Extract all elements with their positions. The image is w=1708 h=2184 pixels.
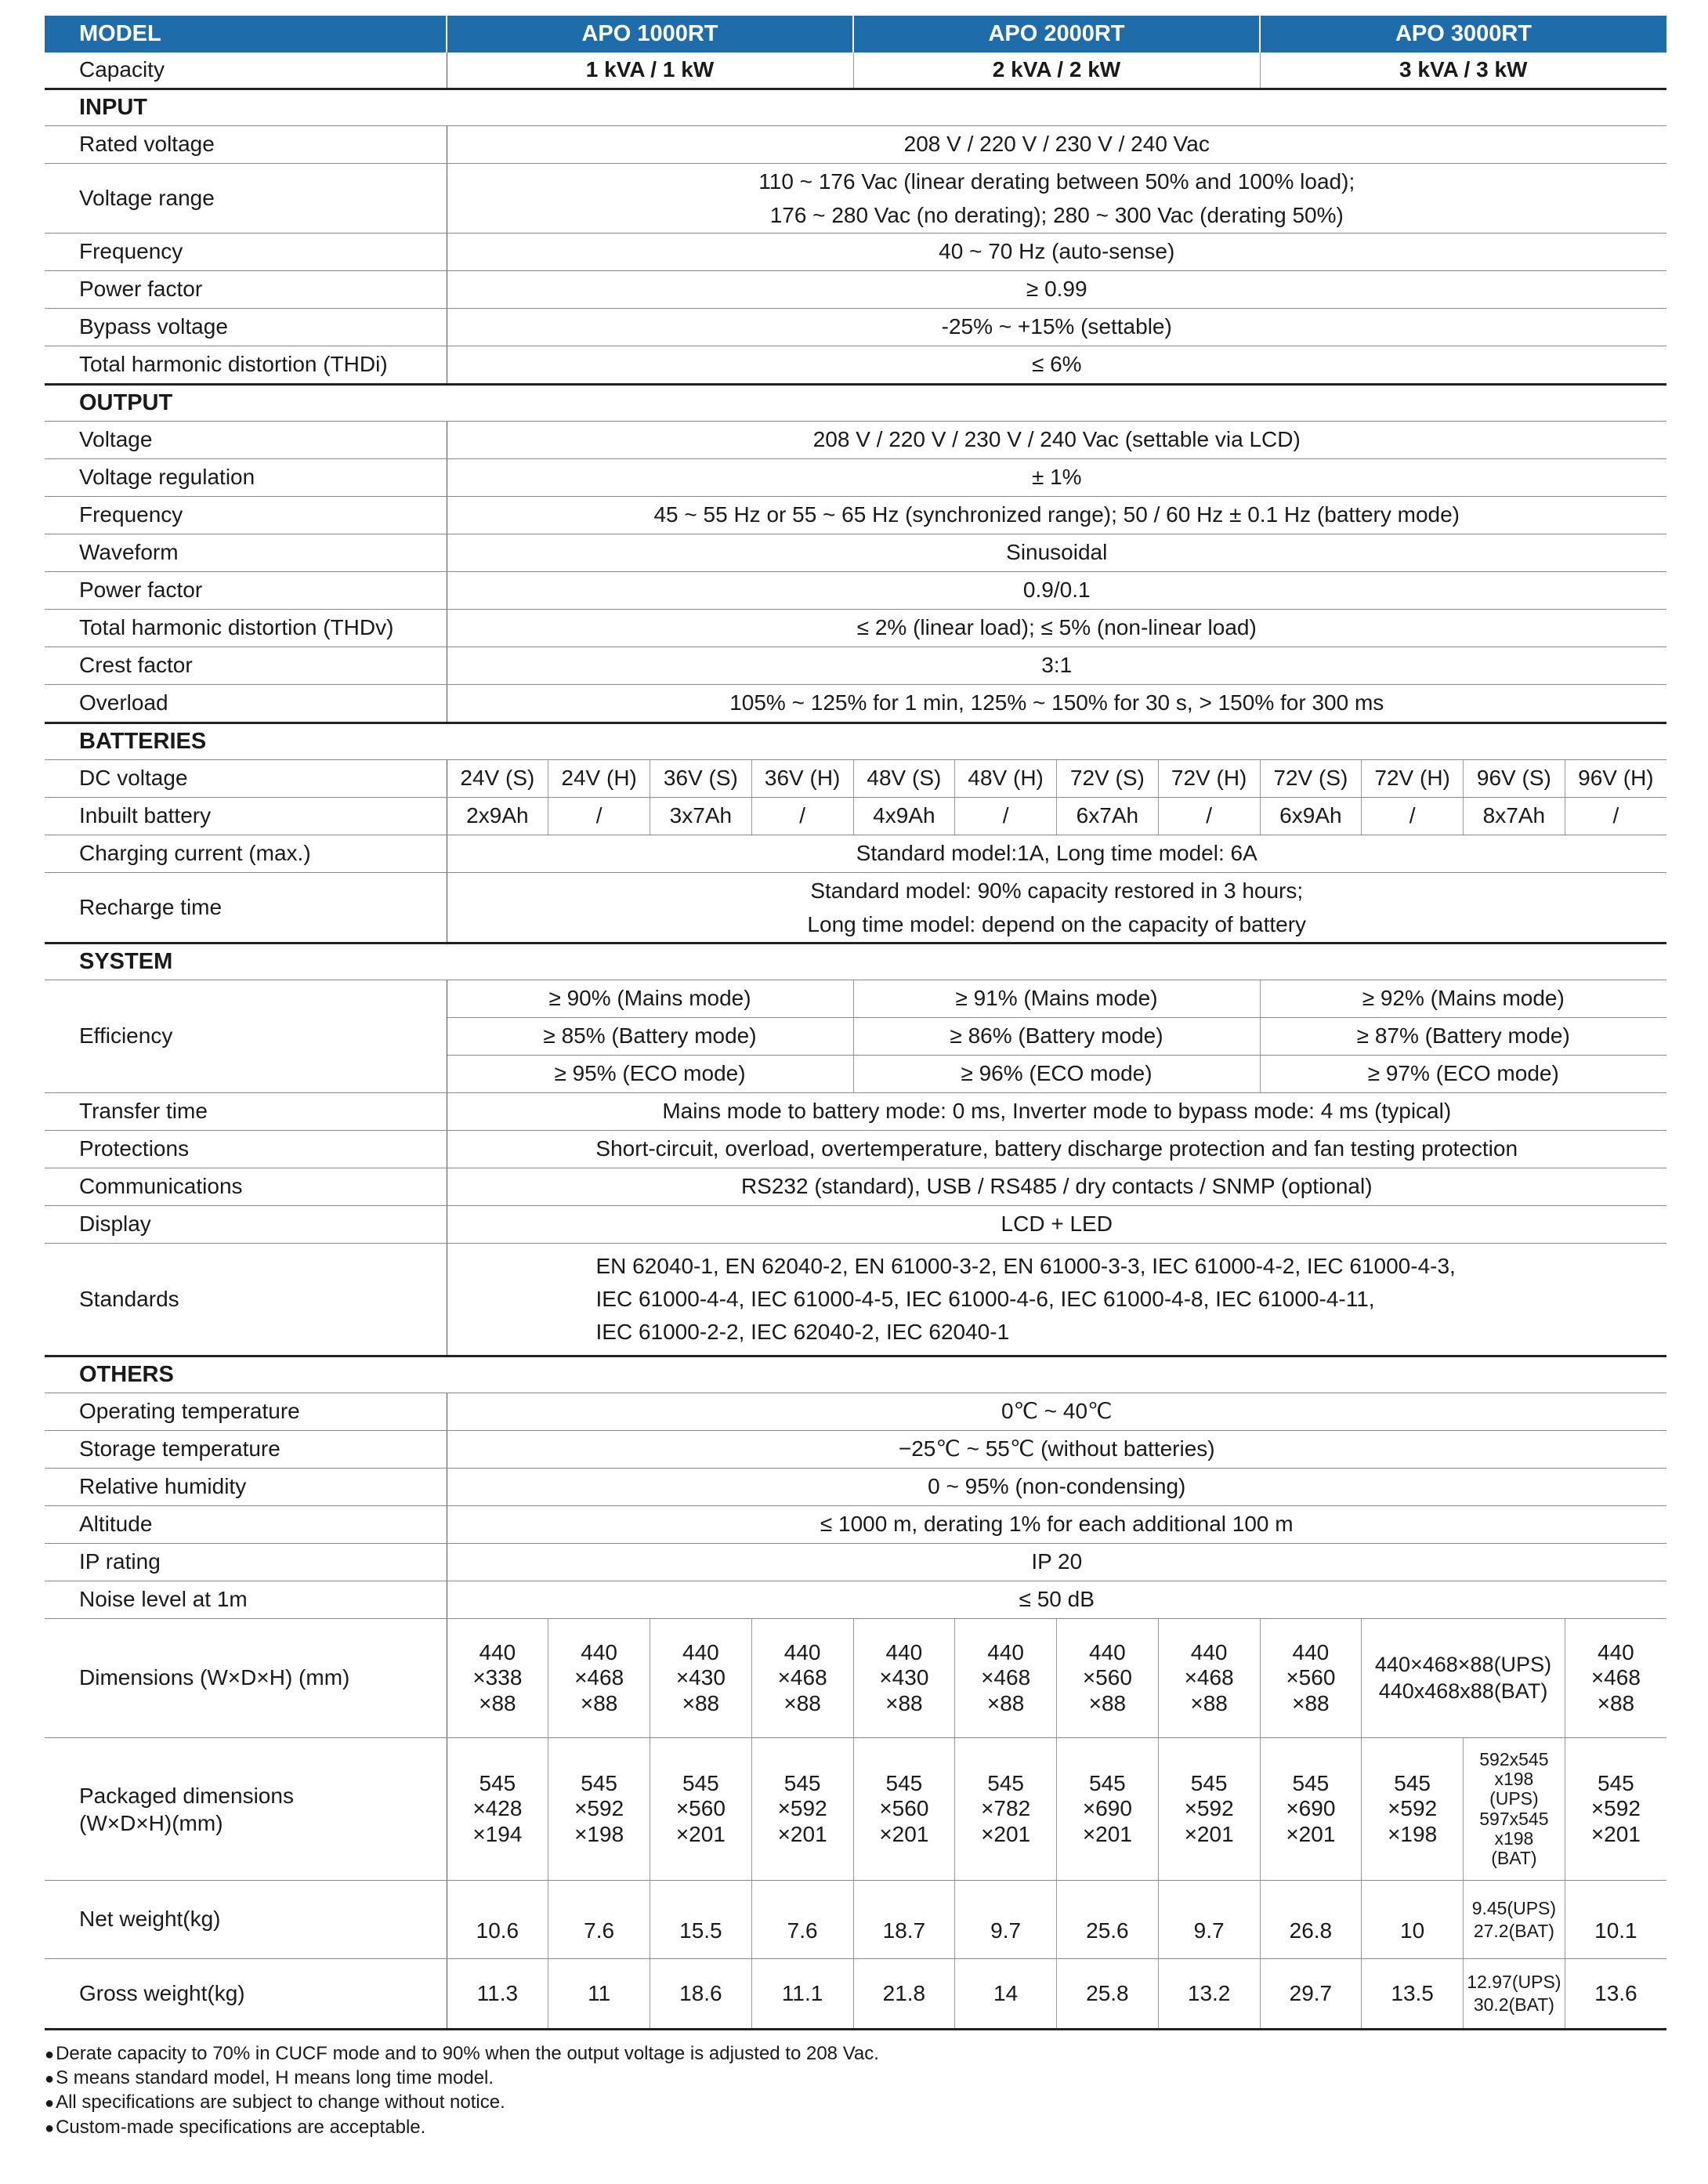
section-title: OTHERS (45, 1356, 1666, 1393)
footnotes (45, 2041, 1666, 2139)
cell-line: ×194 (472, 1821, 523, 1846)
row-label: Altitude (45, 1506, 447, 1544)
row-label: Bypass voltage (45, 309, 447, 346)
spec-row (45, 164, 1666, 234)
cell-line: ×88 (479, 1690, 516, 1715)
row-value: 45 ~ 55 Hz or 55 ~ 65 Hz (synchronized range); 50 / 60 Hz ± 0.1 Hz (battery mode) (447, 497, 1666, 534)
cell (1158, 1619, 1260, 1738)
cell-line: 440 (479, 1640, 516, 1665)
row-label: IP rating (45, 1544, 447, 1581)
cell: 6x7Ah (1057, 798, 1159, 835)
cell: 13.5 (1362, 1959, 1464, 2030)
cell: 3x7Ah (650, 798, 752, 835)
footnote (45, 2041, 1666, 2066)
row-value: 0 ~ 95% (non-condensing) (447, 1469, 1666, 1506)
cell: ≥ 90% (Mains mode) (447, 980, 853, 1018)
cell-line: 592x545 (1479, 1748, 1549, 1769)
row-label: Storage temperature (45, 1431, 447, 1469)
cell: / (955, 798, 1057, 835)
cell-line: ×201 (1590, 1821, 1641, 1846)
row-label: Inbuilt battery (45, 798, 447, 835)
spec-row (45, 1431, 1666, 1469)
cell: ≥ 85% (Battery mode) (447, 1018, 853, 1056)
cell-line: ×592 (777, 1796, 827, 1821)
cell (650, 1619, 752, 1738)
cell (1158, 1738, 1260, 1881)
cell: 72V (H) (1362, 760, 1464, 798)
value-line: Long time model: depend on the capacity of battery (807, 912, 1307, 936)
row-label: Standards (45, 1244, 447, 1356)
row-label: Net weight(kg) (45, 1881, 447, 1959)
cell-merged (1362, 1619, 1565, 1738)
label-line: Packaged dimensions (79, 1783, 294, 1808)
cell: ≥ 91% (Mains mode) (853, 980, 1260, 1018)
cell: 21.8 (853, 1959, 955, 2030)
spec-row (45, 346, 1666, 385)
dimensions-row (45, 1619, 1666, 1738)
cell: 96V (H) (1565, 760, 1666, 798)
cell-line: 545 (479, 1771, 516, 1796)
row-label: Voltage regulation (45, 459, 447, 497)
section-system (45, 944, 1666, 980)
row-value: Short-circuit, overload, overtemperature, battery discharge protection and fan testing protection (447, 1131, 1666, 1168)
efficiency-row (45, 980, 1666, 1018)
cell-line: 440 (1598, 1640, 1634, 1665)
cell-line: 440 (1089, 1640, 1126, 1665)
row-value: 40 ~ 70 Hz (auto-sense) (447, 234, 1666, 271)
packaged-row (45, 1738, 1666, 1881)
row-label: Noise level at 1m (45, 1581, 447, 1619)
row-value (447, 873, 1666, 944)
cell: 18.7 (853, 1881, 955, 1959)
row-value: 208 V / 220 V / 230 V / 240 Vac (settable via LCD) (447, 422, 1666, 459)
cell (1464, 1959, 1565, 2030)
cell (447, 1738, 548, 1881)
row-label: Display (45, 1206, 447, 1244)
cell-line: ×88 (1088, 1690, 1127, 1715)
row-value: -25% ~ +15% (settable) (447, 309, 1666, 346)
cell (955, 1738, 1057, 1881)
cell (955, 1619, 1057, 1738)
cell-line: 545 (1089, 1771, 1126, 1796)
model-label: MODEL (45, 16, 447, 53)
cell-line: ×560 (1286, 1665, 1336, 1690)
cell: 4x9Ah (853, 798, 955, 835)
cell: 24V (S) (447, 760, 548, 798)
cell: 14 (955, 1959, 1057, 2030)
cell (1057, 1738, 1159, 1881)
cell: / (1158, 798, 1260, 835)
cell-line: 30.2(BAT) (1473, 1994, 1554, 2015)
section-batteries (45, 723, 1666, 760)
cell-line: ×560 (879, 1796, 929, 1821)
cell: ≥ 92% (Mains mode) (1260, 980, 1666, 1018)
model-header-row (45, 16, 1666, 53)
cell-line: ×468 (981, 1665, 1031, 1690)
cell-line: 440 (987, 1640, 1024, 1665)
footnote-text: Derate capacity to 70% in CUCF mode and to 90% when the output voltage is adjusted to 208 Vac. (56, 2043, 879, 2064)
row-label: Transfer time (45, 1093, 447, 1131)
bullet-icon: ● (45, 2070, 55, 2088)
spec-row (45, 835, 1666, 873)
row-label: Power factor (45, 572, 447, 610)
footnote-text: All specifications are subject to change without notice. (56, 2092, 505, 2113)
capacity-value: 1 kVA / 1 kW (447, 53, 853, 89)
cell-line: ×201 (1082, 1821, 1132, 1846)
cell-line: ×338 (472, 1665, 523, 1690)
cell (1565, 1738, 1666, 1881)
cell-line: 545 (885, 1771, 923, 1796)
cell-line: 12.97(UPS) (1467, 1972, 1561, 1993)
cell-line: ×592 (1184, 1796, 1234, 1821)
spec-row (45, 1206, 1666, 1244)
cell: 18.6 (650, 1959, 752, 2030)
cell: 13.2 (1158, 1959, 1260, 2030)
cell-line: 545 (682, 1771, 719, 1796)
cell-line: ×201 (675, 1821, 726, 1846)
cell: 15.5 (650, 1881, 752, 1959)
row-label (45, 1738, 447, 1881)
spec-row (45, 1393, 1666, 1431)
spec-table (45, 16, 1666, 2030)
cell: / (1362, 798, 1464, 835)
row-label: Power factor (45, 271, 447, 309)
row-value: ≤ 1000 m, derating 1% for each additional 100 m (447, 1506, 1666, 1544)
row-label: Relative humidity (45, 1469, 447, 1506)
cell-line: 9.45(UPS) (1471, 1897, 1557, 1918)
cell (1057, 1619, 1159, 1738)
cell: 29.7 (1260, 1959, 1362, 2030)
bullet-icon: ● (45, 2095, 55, 2113)
cell: 96V (S) (1464, 760, 1565, 798)
spec-row (45, 497, 1666, 534)
cell: ≥ 97% (ECO mode) (1260, 1056, 1666, 1093)
bullet-icon: ● (45, 2046, 55, 2063)
spec-row (45, 126, 1666, 164)
value-line: 176 ~ 280 Vac (no derating); 280 ~ 300 Vac (derating 50%) (769, 203, 1344, 227)
cell-line: 440 (581, 1640, 617, 1665)
cell: 2x9Ah (447, 798, 548, 835)
cell-line: ×88 (1597, 1690, 1635, 1715)
cell-line: ×782 (981, 1796, 1031, 1821)
cell-line: 440x468x88(BAT) (1378, 1679, 1548, 1703)
cell-line: ×592 (1388, 1796, 1438, 1821)
cell-line: ×468 (574, 1665, 624, 1690)
cell: 11.3 (447, 1959, 548, 2030)
row-value (447, 1244, 1666, 1356)
cell-line: 545 (1190, 1771, 1228, 1796)
footnote (45, 2115, 1666, 2139)
cell: ≥ 96% (ECO mode) (853, 1056, 1260, 1093)
cell-line: ×201 (981, 1821, 1031, 1846)
model-apo-3000rt: APO 3000RT (1260, 16, 1666, 53)
spec-row (45, 685, 1666, 723)
row-value: Mains mode to battery mode: 0 ms, Inverter mode to bypass mode: 4 ms (typical) (447, 1093, 1666, 1131)
spec-row (45, 459, 1666, 497)
cell-line: 545 (1292, 1771, 1330, 1796)
cell: 10.6 (447, 1881, 548, 1959)
row-label: Total harmonic distortion (THDv) (45, 610, 447, 647)
cell-line: ×690 (1082, 1796, 1132, 1821)
spec-row (45, 309, 1666, 346)
footnote-text: S means standard model, H means long time model. (56, 2067, 494, 2089)
row-value: 0℃ ~ 40℃ (447, 1393, 1666, 1431)
cell-line: (UPS) (1489, 1788, 1539, 1809)
cell-line: 545 (1394, 1771, 1431, 1796)
row-label: Recharge time (45, 873, 447, 944)
row-label: Frequency (45, 497, 447, 534)
cell (751, 1738, 853, 1881)
cell-line: ×592 (574, 1796, 624, 1821)
cell (650, 1738, 752, 1881)
cell (853, 1738, 955, 1881)
cell-line: ×201 (1184, 1821, 1234, 1846)
row-value: ≤ 2% (linear load); ≤ 5% (non-linear load) (447, 610, 1666, 647)
cell-line: 440 (1190, 1640, 1228, 1665)
spec-row (45, 1093, 1666, 1131)
value-line: Standard model: 90% capacity restored in 3 hours; (810, 878, 1304, 903)
row-label: Voltage range (45, 164, 447, 234)
bullet-icon: ● (45, 2119, 55, 2137)
value-line: IEC 61000-2-2, IEC 62040-2, IEC 62040-1 (595, 1320, 1010, 1344)
row-label: Gross weight(kg) (45, 1959, 447, 2030)
cell: 8x7Ah (1464, 798, 1565, 835)
cell (447, 1619, 548, 1738)
row-label: Dimensions (W×D×H) (mm) (45, 1619, 447, 1738)
inbuilt-battery-row (45, 798, 1666, 835)
footnote (45, 2090, 1666, 2114)
cell: 36V (H) (751, 760, 853, 798)
cell: 72V (S) (1057, 760, 1159, 798)
row-label: Protections (45, 1131, 447, 1168)
spec-row (45, 610, 1666, 647)
cell-line: ×560 (675, 1796, 726, 1821)
row-label: Overload (45, 685, 447, 723)
cell-line: ×88 (1292, 1690, 1330, 1715)
cell-line: x198 (1494, 1827, 1534, 1849)
footnote (45, 2066, 1666, 2090)
row-value: ≥ 0.99 (447, 271, 1666, 309)
capacity-value: 3 kVA / 3 kW (1260, 53, 1666, 89)
row-value: 3:1 (447, 647, 1666, 685)
row-value: IP 20 (447, 1544, 1666, 1581)
cell: 11 (548, 1959, 650, 2030)
cell-line: ×592 (1590, 1796, 1641, 1821)
gross-weight-row (45, 1959, 1666, 2030)
spec-row (45, 1131, 1666, 1168)
section-title: BATTERIES (45, 723, 1666, 760)
cell: ≥ 86% (Battery mode) (853, 1018, 1260, 1056)
cell-line: ×468 (1590, 1665, 1641, 1690)
cell-line: 27.2(BAT) (1473, 1920, 1554, 1941)
row-value: 0.9/0.1 (447, 572, 1666, 610)
row-value: 208 V / 220 V / 230 V / 240 Vac (447, 126, 1666, 164)
section-others (45, 1356, 1666, 1393)
model-apo-1000rt: APO 1000RT (447, 16, 853, 53)
section-title: INPUT (45, 89, 1666, 126)
cell-line: ×88 (580, 1690, 618, 1715)
cell (1260, 1738, 1362, 1881)
spec-row (45, 1168, 1666, 1206)
section-input (45, 89, 1666, 126)
row-label: Waveform (45, 534, 447, 572)
spec-row (45, 1506, 1666, 1544)
cell (548, 1738, 650, 1881)
cell-line: 440 (682, 1640, 719, 1665)
value-line: EN 62040-1, EN 62040-2, EN 61000-3-2, EN 61000-3-3, IEC 61000-4-2, IEC 61000-4-3, (595, 1254, 1456, 1278)
cell: 24V (H) (548, 760, 650, 798)
cell: 48V (S) (853, 760, 955, 798)
row-value (447, 164, 1666, 234)
cell-line: 440 (783, 1640, 821, 1665)
cell (1464, 1738, 1565, 1881)
cell: / (1565, 798, 1666, 835)
row-value: Sinusoidal (447, 534, 1666, 572)
cell: 72V (S) (1260, 760, 1362, 798)
model-apo-2000rt: APO 2000RT (853, 16, 1260, 53)
cell-line: ×201 (1286, 1821, 1336, 1846)
spec-row (45, 234, 1666, 271)
cell: 11.1 (751, 1959, 853, 2030)
cell (1362, 1738, 1464, 1881)
cell-line: ×198 (1388, 1821, 1438, 1846)
section-title: SYSTEM (45, 944, 1666, 980)
cell (751, 1619, 853, 1738)
cell-line: ×201 (879, 1821, 929, 1846)
cell: / (548, 798, 650, 835)
cell-line: 545 (581, 1771, 617, 1796)
spec-row (45, 271, 1666, 309)
cell: 9.7 (955, 1881, 1057, 1959)
row-label: Rated voltage (45, 126, 447, 164)
cell-line: 545 (783, 1771, 821, 1796)
spec-row (45, 873, 1666, 944)
spec-row (45, 572, 1666, 610)
row-value: Standard model:1A, Long time model: 6A (447, 835, 1666, 873)
net-weight-row (45, 1881, 1666, 1959)
capacity-value: 2 kVA / 2 kW (853, 53, 1260, 89)
spec-row (45, 1469, 1666, 1506)
row-value: 105% ~ 125% for 1 min, 125% ~ 150% for 30 s, > 150% for 300 ms (447, 685, 1666, 723)
cell-line: 440×468×88(UPS) (1374, 1652, 1552, 1676)
cell-line: ×201 (777, 1821, 827, 1846)
section-output (45, 385, 1666, 422)
cell-line: 440 (1292, 1640, 1330, 1665)
row-value: ± 1% (447, 459, 1666, 497)
cell-line: ×430 (675, 1665, 726, 1690)
standards-row (45, 1244, 1666, 1356)
cell-line: ×468 (1184, 1665, 1234, 1690)
cell (853, 1619, 955, 1738)
spec-row (45, 1544, 1666, 1581)
value-line: 110 ~ 176 Vac (linear derating between 50% and 100% load); (758, 168, 1355, 194)
row-label: Efficiency (45, 980, 447, 1093)
cell (1464, 1881, 1565, 1959)
row-value: −25℃ ~ 55℃ (without batteries) (447, 1431, 1666, 1469)
dc-voltage-row (45, 760, 1666, 798)
section-title: OUTPUT (45, 385, 1666, 422)
cell: 6x9Ah (1260, 798, 1362, 835)
cell-line: ×428 (472, 1796, 523, 1821)
cell-line: 440 (885, 1640, 923, 1665)
cell: 9.7 (1158, 1881, 1260, 1959)
cell: 25.6 (1057, 1881, 1159, 1959)
cell-line: ×88 (986, 1690, 1025, 1715)
row-label: Operating temperature (45, 1393, 447, 1431)
cell-line: ×88 (682, 1690, 720, 1715)
row-label: Voltage (45, 422, 447, 459)
cell: 13.6 (1565, 1959, 1666, 2030)
spec-row (45, 647, 1666, 685)
cell-line: ×88 (885, 1690, 923, 1715)
row-value: LCD + LED (447, 1206, 1666, 1244)
row-label: Capacity (45, 53, 447, 89)
row-value: ≤ 50 dB (447, 1581, 1666, 1619)
cell: 7.6 (751, 1881, 853, 1959)
footnote-text: Custom-made specifications are acceptable. (56, 2116, 426, 2138)
cell-line: ×198 (574, 1821, 624, 1846)
cell-line: 597x545 (1479, 1808, 1549, 1829)
cell: ≥ 95% (ECO mode) (447, 1056, 853, 1093)
cell: 25.8 (1057, 1959, 1159, 2030)
cell: 48V (H) (955, 760, 1057, 798)
row-label: Communications (45, 1168, 447, 1206)
row-value: RS232 (standard), USB / RS485 / dry contacts / SNMP (optional) (447, 1168, 1666, 1206)
row-label: DC voltage (45, 760, 447, 798)
row-label: Frequency (45, 234, 447, 271)
cell: 72V (H) (1158, 760, 1260, 798)
cell: 26.8 (1260, 1881, 1362, 1959)
cell (548, 1619, 650, 1738)
spec-sheet (45, 16, 1666, 2139)
cell-line: 545 (987, 1771, 1024, 1796)
spec-row (45, 1581, 1666, 1619)
cell-line: ×430 (879, 1665, 929, 1690)
cell (1565, 1619, 1666, 1738)
spec-row (45, 422, 1666, 459)
cell: 10.1 (1565, 1881, 1666, 1959)
spec-row (45, 534, 1666, 572)
value-line: IEC 61000-4-4, IEC 61000-4-5, IEC 61000-4-6, IEC 61000-4-8, IEC 61000-4-11, (595, 1287, 1375, 1311)
cell: ≥ 87% (Battery mode) (1260, 1018, 1666, 1056)
cell-line: ×468 (777, 1665, 827, 1690)
cell: 36V (S) (650, 760, 752, 798)
capacity-row (45, 53, 1666, 89)
cell-line: 545 (1598, 1771, 1634, 1796)
cell (1260, 1619, 1362, 1738)
cell-line: ×88 (783, 1690, 821, 1715)
cell: 10 (1362, 1881, 1464, 1959)
row-label: Crest factor (45, 647, 447, 685)
cell-line: ×88 (1190, 1690, 1228, 1715)
cell: / (751, 798, 853, 835)
row-label: Total harmonic distortion (THDi) (45, 346, 447, 385)
cell: 7.6 (548, 1881, 650, 1959)
cell-line: ×690 (1286, 1796, 1336, 1821)
cell-line: ×560 (1082, 1665, 1132, 1690)
label-line: (W×D×H)(mm) (79, 1810, 223, 1835)
cell-line: x198 (1494, 1768, 1534, 1789)
row-value: ≤ 6% (447, 346, 1666, 385)
cell-line: (BAT) (1491, 1848, 1537, 1869)
row-label: Charging current (max.) (45, 835, 447, 873)
